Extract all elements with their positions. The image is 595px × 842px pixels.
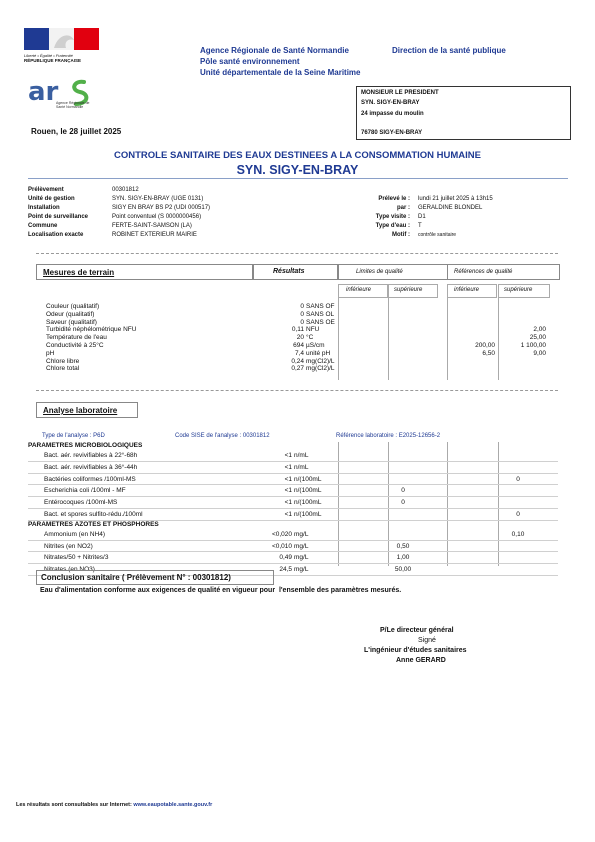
labo-type: Type de l'analyse : P6D — [42, 433, 105, 439]
param-name: Bactéries coliformes /100ml-MS — [44, 475, 136, 483]
footer-prefix: Les résultats sont consultables sur Internet: — [16, 802, 134, 808]
info-label: Installation — [28, 205, 60, 211]
param-value: <1 — [284, 487, 292, 495]
param-name: Chlore libre — [46, 357, 80, 365]
terrain-row — [46, 358, 556, 366]
param-value: 20 — [296, 334, 304, 342]
ref-sup: 0,10 — [511, 530, 525, 538]
labo-row — [28, 529, 558, 541]
param-name: Couleur (qualitatif) — [46, 303, 100, 310]
param-unit: unité pH — [306, 349, 331, 357]
separator — [36, 390, 558, 391]
republique-logo — [24, 28, 102, 68]
param-name: Bact. aér. revivifiables à 22°-68h — [44, 452, 138, 459]
info-row — [28, 187, 338, 196]
info-value: 00301812 — [112, 187, 139, 193]
param-unit: SANS OL — [306, 310, 335, 318]
signature-line4: Anne GERARD — [396, 657, 446, 664]
lim-sup-box — [388, 284, 438, 298]
param-unit: mg(Cl2)/L — [306, 357, 335, 365]
ref-sup: 1 100,00 — [520, 341, 546, 349]
param-name: Conductivité à 25°C — [46, 341, 104, 349]
marianne-icon — [24, 28, 100, 52]
labo-row — [28, 462, 558, 474]
ref-inf: 200,00 — [475, 341, 495, 349]
param-name: Saveur (qualitatif) — [46, 318, 97, 326]
republique-label: RÉPUBLIQUE FRANÇAISE — [24, 58, 82, 63]
info-label: par : — [396, 205, 410, 211]
param-name: Bact. et spores sulfito-rédu./100ml — [44, 510, 143, 518]
ref-inf-header: inférieure — [454, 287, 480, 293]
address-line3: 24 impasse du moulin — [361, 111, 424, 117]
ref-sup-header: supérieure — [504, 287, 533, 293]
terrain-row — [46, 334, 556, 342]
address-line1: MONSIEUR LE PRESIDENT — [361, 90, 439, 96]
ars-subtitle: Agence Régionale de Santé Normandie — [56, 101, 90, 109]
page-subtitle: SYN. SIGY-EN-BRAY — [236, 163, 359, 177]
header-pole: Pôle santé environnement — [200, 57, 300, 66]
param-unit: µS/cm — [306, 341, 325, 349]
param-name: Température de l'eau — [46, 334, 107, 342]
param-unit: °C — [306, 334, 314, 342]
info-row — [28, 232, 338, 241]
header-direction: Direction de la santé publique — [392, 46, 506, 55]
param-name: Odeur (qualitatif) — [46, 310, 95, 318]
info-row — [28, 214, 338, 223]
title-underline — [28, 178, 568, 179]
lim-inf-header: inférieure — [346, 287, 372, 293]
refs-header: Références de qualité — [454, 269, 513, 275]
param-name: Nitrates (en NO3) — [44, 566, 95, 574]
terrain-row — [46, 319, 556, 327]
lim-sup-header: supérieure — [394, 287, 423, 293]
lim-sup: 50,00 — [394, 566, 412, 574]
param-value: <1 — [284, 463, 292, 471]
ref-sup-box — [498, 284, 550, 298]
info-value: ROBINET EXTERIEUR MAIRIE — [112, 232, 197, 238]
param-unit: n/(100mL — [294, 510, 322, 518]
info-label: Prélevé le : — [378, 196, 410, 202]
labo-group-title: PARAMETRES AZOTES ET PHOSPHORES — [28, 520, 159, 528]
info-row — [340, 205, 570, 214]
info-left — [28, 187, 338, 241]
param-unit: mg/L — [294, 542, 309, 550]
lim-sup: 0 — [401, 487, 405, 495]
info-right — [340, 196, 570, 241]
svg-text:ar: ar — [28, 78, 59, 107]
param-name: Nitrites (en NO2) — [44, 542, 93, 550]
info-label: Commune — [28, 223, 58, 229]
ref-sup: 2,00 — [533, 326, 546, 334]
terrain-row — [46, 326, 556, 334]
param-name: Ammonium (en NH4) — [44, 530, 106, 538]
conclusion-title: Conclusion sanitaire ( Prélèvement N° : 00301812) — [41, 573, 231, 582]
param-value: 0 — [300, 303, 304, 310]
labo-row — [28, 509, 558, 521]
signature-line3: L'ingénieur d'études sanitaires — [364, 647, 467, 654]
info-row — [28, 196, 338, 205]
signature-line2: Signé — [418, 637, 436, 644]
footer-link[interactable]: www.eaupotable.sante.gouv.fr — [133, 802, 213, 808]
param-name: Entérocoques /100ml-MS — [44, 499, 118, 507]
labo-row — [28, 541, 558, 553]
labo-row — [28, 474, 558, 486]
param-unit: n/(100mL — [294, 475, 322, 483]
labo-ref: Référence laboratoire : E2025-12656-2 — [336, 433, 441, 439]
terrain-row — [46, 303, 556, 311]
param-value: 0,49 — [279, 554, 292, 562]
ref-inf: 6,50 — [482, 349, 495, 357]
info-row — [28, 223, 338, 232]
address-box — [356, 86, 571, 140]
param-unit: n/(100mL — [294, 499, 322, 507]
param-unit: NFU — [306, 326, 320, 334]
info-value: Point conventuel (S 0000000456) — [112, 214, 202, 220]
info-row — [28, 205, 338, 214]
info-label: Motif : — [392, 232, 410, 238]
param-unit: SANS OF — [306, 303, 335, 310]
info-value: D1 — [418, 214, 426, 220]
labo-row — [28, 450, 558, 462]
param-name: Chlore total — [46, 365, 80, 373]
results-header: Résultats — [273, 268, 305, 275]
info-label: Type d'eau : — [375, 223, 410, 229]
param-name: Nitrates/50 + Nitrites/3 — [44, 554, 109, 562]
info-value: lundi 21 juillet 2025 à 13h15 — [418, 196, 493, 202]
signature-line1: P/Le directeur général — [380, 627, 454, 634]
labo-group-title: PARAMETRES MICROBIOLOGIQUES — [28, 442, 143, 449]
ars-logo — [26, 78, 106, 118]
param-value: <1 — [284, 452, 292, 459]
refs-header-box — [447, 264, 560, 280]
param-value: <1 — [284, 499, 292, 507]
address-line4: 76780 SIGY-EN-BRAY — [361, 130, 423, 136]
param-unit: n/mL — [294, 463, 309, 471]
ref-sup: 9,00 — [533, 349, 546, 357]
param-name: Escherichia coli /100ml - MF — [44, 487, 126, 495]
limits-header-box — [338, 264, 448, 280]
terrain-row — [46, 311, 556, 319]
param-value: <1 — [284, 475, 292, 483]
lim-inf-box — [338, 284, 388, 298]
param-value: 0,27 — [291, 365, 304, 373]
footer — [16, 802, 212, 809]
param-value: 0 — [300, 318, 304, 326]
header-unit: Unité départementale de la Seine Maritime — [200, 68, 361, 77]
param-value: <0,020 — [271, 530, 292, 538]
republique-motto: Liberté • Égalité • Fraternité — [24, 53, 73, 58]
conclusion-text: Eau d'alimentation conforme aux exigences de qualité en vigueur pour l'ensemble des paramètres mesurés. — [40, 587, 402, 594]
ref-sup: 25,00 — [529, 334, 546, 342]
header-agency: Agence Régionale de Santé Normandie — [200, 46, 349, 55]
labo-row — [28, 497, 558, 509]
info-value: GERALDINE BLONDEL — [418, 205, 483, 211]
limits-header: Limites de qualité — [356, 269, 403, 275]
info-label: Prélèvement — [28, 187, 64, 193]
param-value: <1 — [284, 510, 292, 518]
param-name: pH — [46, 349, 55, 357]
param-value: 694 — [293, 341, 304, 349]
labo-row — [28, 552, 558, 564]
lim-sup: 0 — [401, 499, 405, 507]
labo-title-box — [36, 402, 138, 418]
terrain-title: Mesures de terrain — [43, 268, 115, 277]
labo-title: Analyse laboratoire — [43, 406, 118, 415]
labo-code: Code SISE de l'analyse : 00301812 — [175, 433, 270, 439]
param-value: 0,11 — [291, 326, 304, 334]
info-value: FERTE-SAINT-SAMSON (LA) — [112, 223, 192, 229]
labo-table — [28, 442, 558, 576]
ref-sup: 0 — [516, 475, 520, 483]
param-value: 0,24 — [291, 357, 304, 365]
separator — [36, 253, 558, 254]
info-row — [340, 214, 570, 223]
date-line: Rouen, le 28 juillet 2025 — [31, 127, 122, 136]
info-label: Localisation exacte — [28, 232, 84, 238]
info-row — [340, 223, 570, 232]
info-value: T — [418, 223, 422, 229]
info-label: Unité de gestion — [28, 196, 75, 202]
param-name: Turbidité néphélométrique NFU — [46, 326, 137, 334]
page-title: CONTROLE SANITAIRE DES EAUX DESTINEES A LA CONSOMMATION HUMAINE — [114, 150, 481, 161]
terrain-row — [46, 342, 556, 350]
param-value: <0,010 — [271, 542, 292, 550]
param-unit: mg/L — [294, 566, 309, 574]
param-value: 0 — [300, 310, 304, 318]
terrain-table — [46, 303, 556, 373]
conclusion-title-box — [36, 570, 274, 585]
address-line2: SYN. SIGY-EN-BRAY — [361, 100, 420, 106]
terrain-title-box — [36, 264, 254, 280]
param-unit: mg/L — [294, 530, 309, 538]
results-header-box — [252, 264, 338, 280]
ref-sup: 0 — [516, 510, 520, 518]
terrain-row — [46, 350, 556, 358]
param-unit: n/(100mL — [294, 487, 322, 495]
ref-inf-box — [447, 284, 497, 298]
info-value: contrôle sanitaire — [418, 232, 457, 238]
param-unit: n/mL — [294, 452, 309, 459]
param-value: 24,5 — [279, 566, 292, 574]
info-row — [340, 196, 570, 205]
terrain-row — [46, 365, 556, 373]
info-value: SYN. SIGY-EN-BRAY (UGE 0131) — [112, 196, 204, 202]
param-unit: SANS OE — [306, 318, 335, 326]
param-value: 7,4 — [294, 349, 304, 357]
labo-row — [28, 485, 558, 497]
param-unit: mg/L — [294, 554, 309, 562]
info-label: Type visite : — [375, 214, 410, 220]
info-label: Point de surveillance — [28, 214, 89, 220]
info-row — [340, 232, 570, 241]
lim-sup: 1,00 — [396, 554, 410, 562]
info-value: SIGY EN BRAY BS P2 (UDI 000517) — [112, 205, 211, 211]
lim-sup: 0,50 — [396, 542, 410, 550]
param-unit: mg(Cl2)/L — [306, 365, 335, 373]
param-name: Bact. aér. revivifiables à 36°-44h — [44, 463, 138, 471]
